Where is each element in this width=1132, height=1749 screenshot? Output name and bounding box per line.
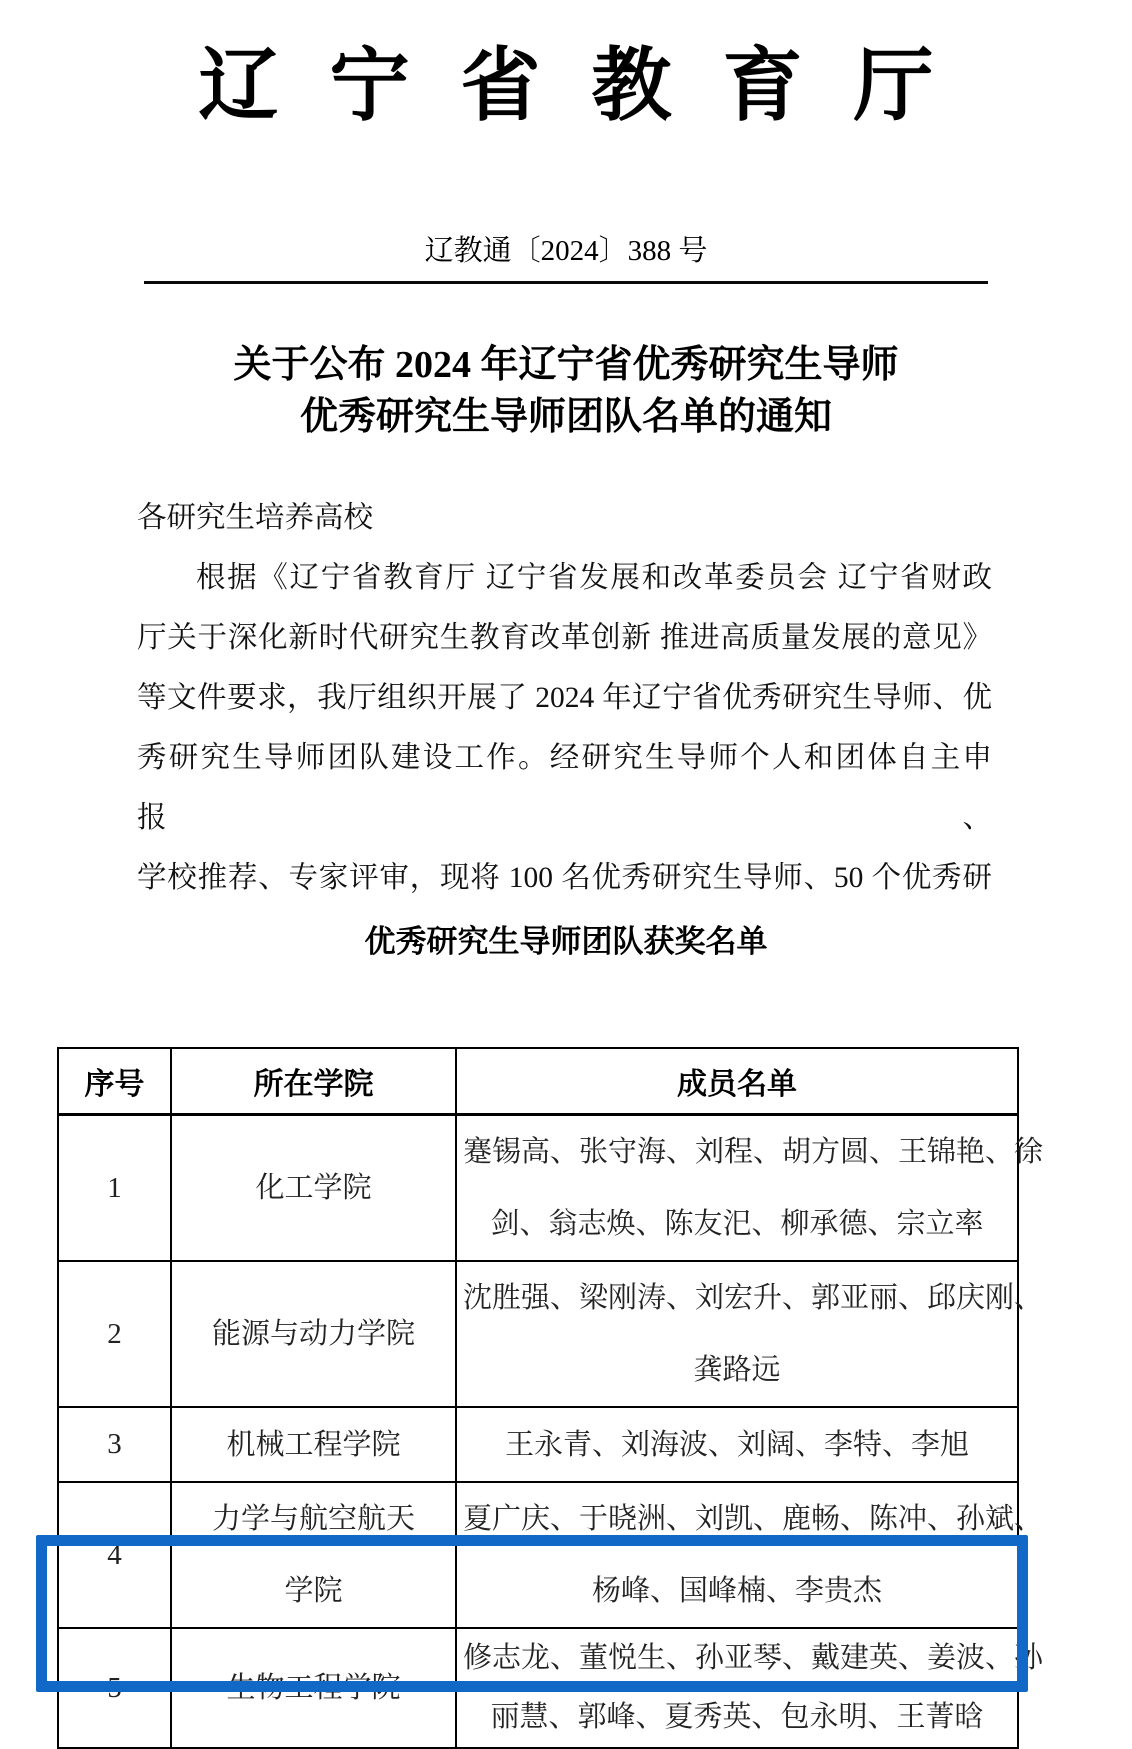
members-line: 丽慧、郭峰、夏秀英、包永明、王菁晗	[490, 1701, 984, 1734]
college-cell	[171, 1115, 456, 1262]
serial-cell: 5	[58, 1628, 171, 1748]
document-number: 辽教通〔2024〕388 号	[424, 235, 708, 268]
body-line-salutation: 各研究生培养高校	[137, 502, 374, 535]
members-line: 夏广庆、于晓洲、刘凯、鹿畅、陈冲、孙斌、	[463, 1503, 1044, 1536]
serial-cell: 2	[58, 1261, 171, 1407]
college-line: 学院	[284, 1575, 343, 1608]
column-header-members: 成员名单	[456, 1048, 1018, 1115]
column-header-serial: 序号	[58, 1048, 171, 1115]
notice-title-line-2: 优秀研究生导师团队名单的通知	[299, 396, 832, 439]
table-row	[58, 1407, 1018, 1482]
body-line: 学校推荐、专家评审，现将 100 名优秀研究生导师、50 个优秀研	[137, 862, 992, 895]
members-line: 剑、翁志焕、陈友汜、柳承德、宗立率	[490, 1208, 984, 1241]
members-line: 杨峰、国峰楠、李贵杰	[591, 1575, 882, 1608]
college-line: 力学与航空航天	[211, 1503, 415, 1536]
college-cell	[171, 1482, 456, 1628]
members-cell	[456, 1628, 1044, 1748]
awards-table	[57, 1047, 1044, 1749]
notice-title	[0, 339, 1132, 443]
serial-cell: 1	[58, 1115, 171, 1262]
table-row	[58, 1482, 1018, 1628]
body-line: 等文件要求，我厅组织开展了 2024 年辽宁省优秀研究生导师、优	[137, 682, 992, 715]
members-cell	[456, 1407, 1018, 1482]
serial-cell: 4	[58, 1482, 171, 1628]
table-row	[58, 1261, 1018, 1407]
college-line: 生物工程学院	[226, 1671, 401, 1704]
body-line: 秀研究生导师团队建设工作。经研究生导师个人和团体自主申报、	[137, 742, 992, 835]
members-line: 龚路远	[693, 1354, 781, 1387]
separator-rule	[144, 281, 988, 284]
college-line: 化工学院	[255, 1172, 372, 1205]
college-cell	[171, 1261, 456, 1407]
college-cell	[171, 1628, 456, 1748]
body-line: 厅关于深化新时代研究生教育改革创新 推进高质量发展的意见》	[137, 622, 992, 655]
members-line: 蹇锡高、张守海、刘程、胡方圆、王锦艳、徐	[463, 1136, 1044, 1169]
serial-cell: 3	[58, 1407, 171, 1482]
table-row-highlighted	[58, 1628, 1018, 1748]
column-header-college: 所在学院	[171, 1048, 456, 1115]
table-row	[58, 1115, 1018, 1262]
notice-title-line-1: 关于公布 2024 年辽宁省优秀研究生导师	[233, 344, 899, 387]
body-line: 根据《辽宁省教育厅 辽宁省发展和改革委员会 辽宁省财政	[196, 562, 992, 595]
body-paragraph	[137, 488, 992, 908]
members-line: 修志龙、董悦生、孙亚琴、戴建英、姜波、孙	[463, 1642, 1044, 1675]
agency-masthead: 辽宁省教育厅	[198, 43, 985, 131]
members-cell	[456, 1261, 1044, 1407]
college-line: 机械工程学院	[226, 1428, 401, 1461]
members-line: 王永青、刘海波、刘阔、李特、李旭	[504, 1428, 969, 1461]
college-line: 能源与动力学院	[211, 1318, 415, 1351]
college-cell	[171, 1407, 456, 1482]
awards-table-title: 优秀研究生导师团队获奖名单	[364, 924, 768, 960]
table-header-row	[58, 1048, 1018, 1115]
members-line: 沈胜强、梁刚涛、刘宏升、郭亚丽、邱庆刚、	[463, 1282, 1044, 1315]
members-cell	[456, 1482, 1044, 1628]
members-cell	[456, 1115, 1044, 1262]
